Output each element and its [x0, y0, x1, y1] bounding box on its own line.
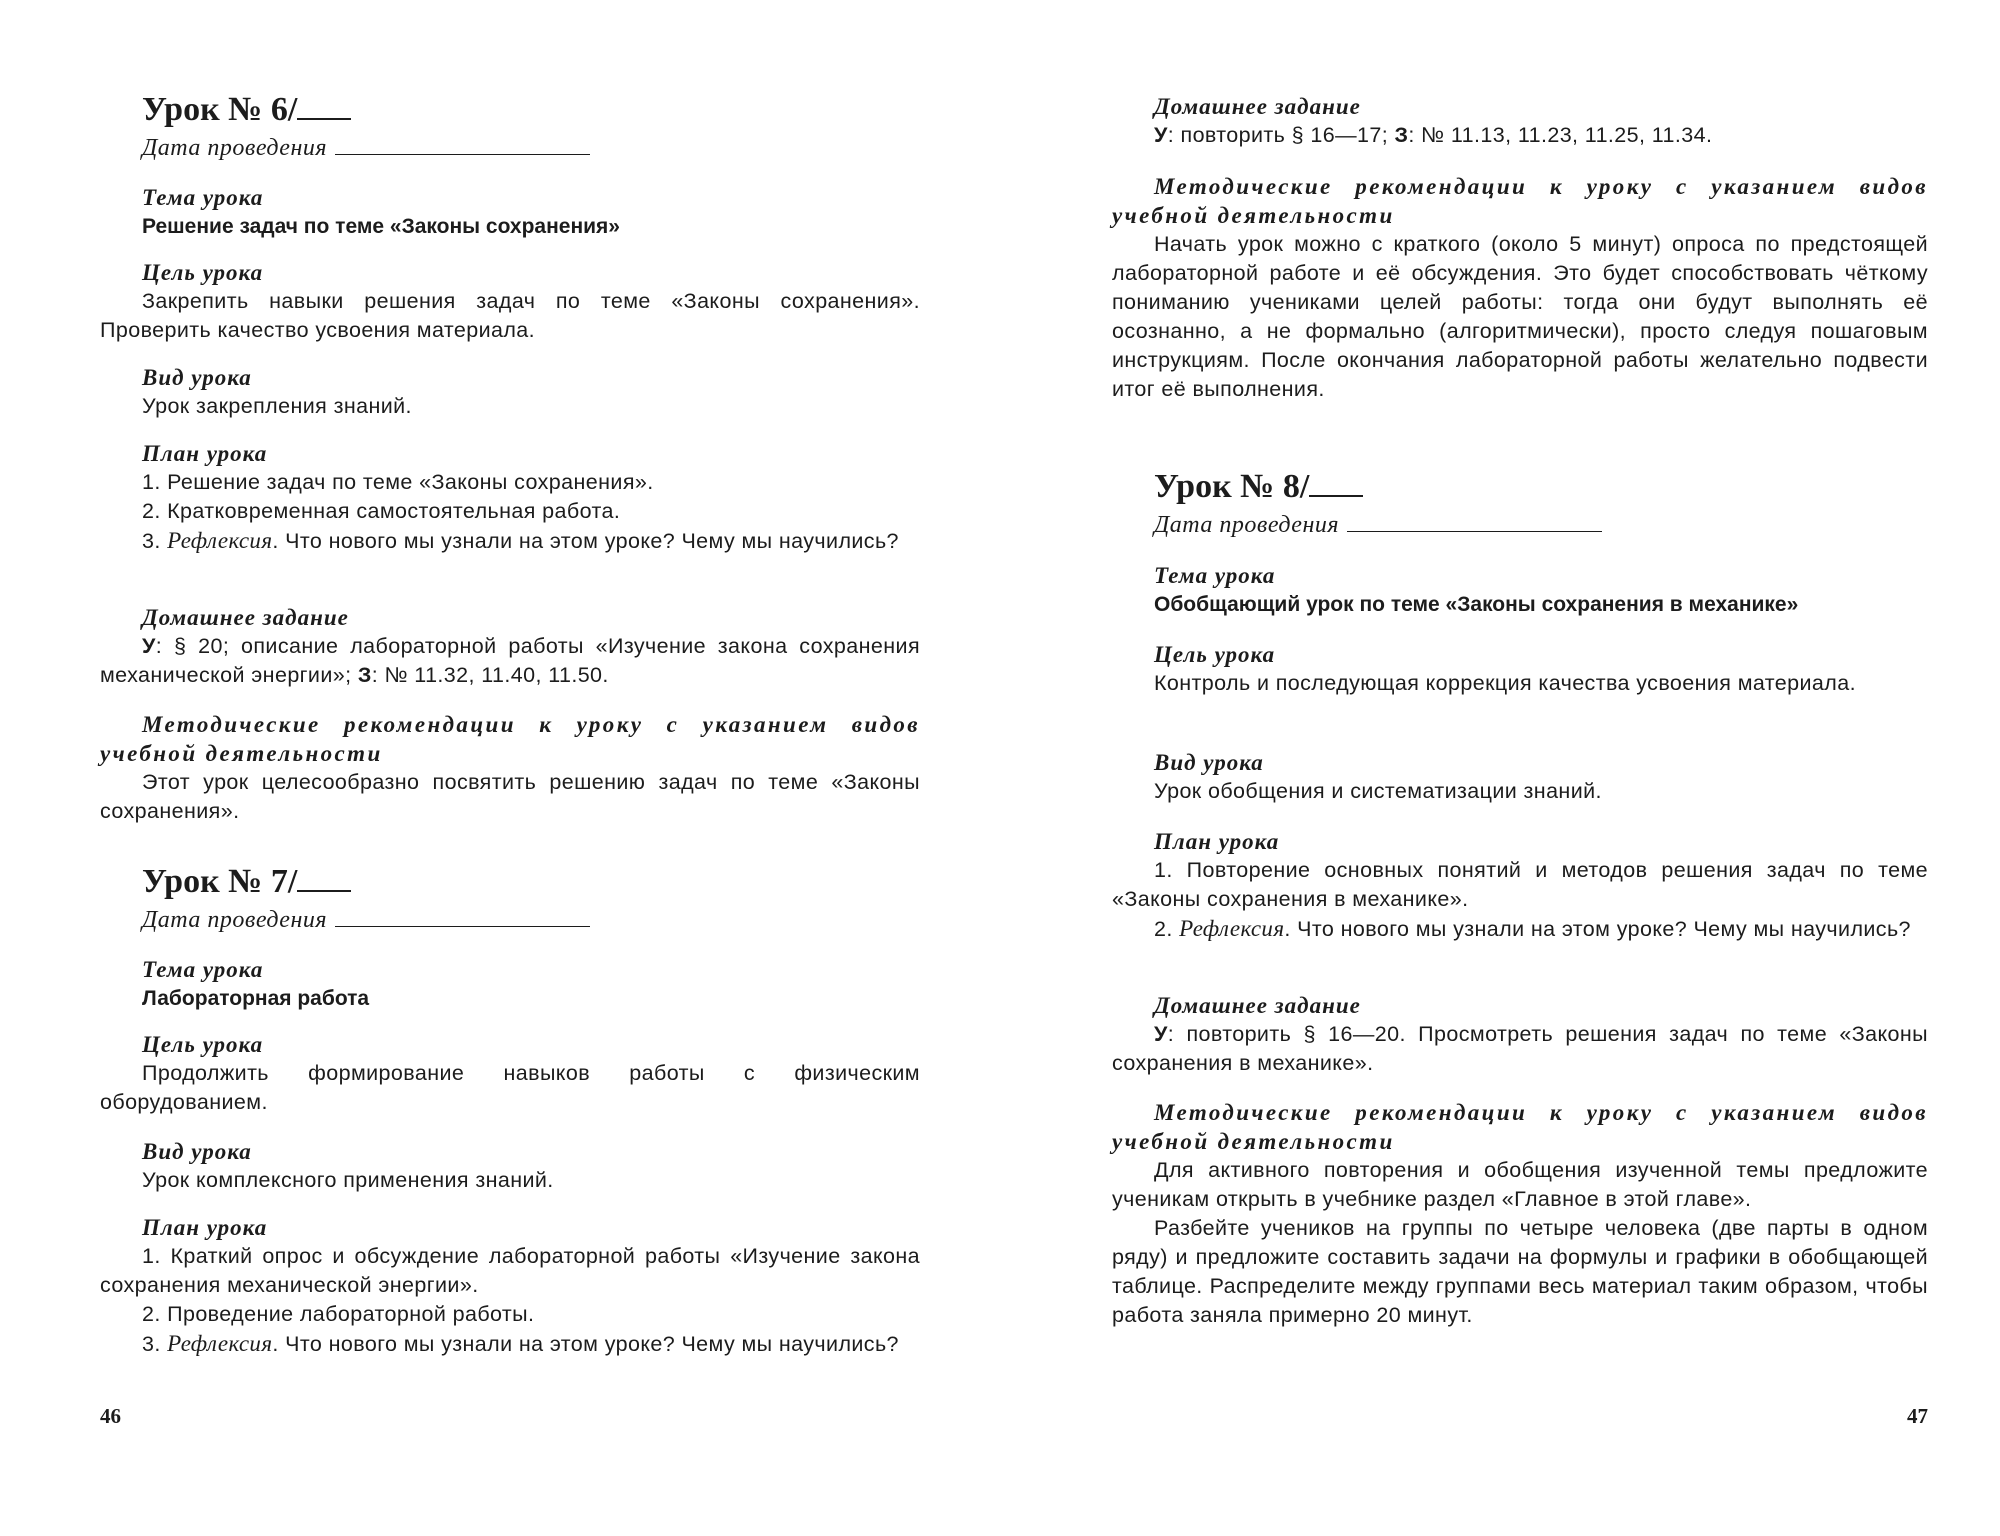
lesson6-type-heading: Вид урока — [142, 365, 252, 390]
lesson6-topic-heading: Тема урока — [142, 185, 264, 210]
lesson8-goal-section — [1112, 640, 1928, 698]
lesson6-topic: Решение задач по теме «Законы сохранения» — [142, 215, 620, 238]
lesson8-topic: Обобщающий урок по теме «Законы сохранения в механике» — [1154, 593, 1799, 616]
lesson8-method-heading: Методические рекомендации к уроку с указанием видов учебной деятельности — [1112, 1100, 1928, 1154]
lesson6-homework-text: У: § 20; описание лабораторной работы «Изучение закона сохранения механической энергии»; З: № 11.32, 11.40, 11.50. — [100, 634, 920, 687]
lesson6-plan-item-1: 1. Решение задач по теме «Законы сохранения». — [142, 470, 654, 494]
lesson7-type-heading: Вид урока — [142, 1139, 252, 1164]
lesson7-plan-section — [100, 1213, 920, 1359]
lesson6-plan-item-2: 2. Кратковременная самостоятельная работа. — [142, 499, 621, 523]
lesson6-method-section — [100, 710, 920, 826]
lesson6-plan-heading: План урока — [142, 441, 268, 466]
lesson6-date: Дата проведения — [142, 134, 920, 162]
lesson6-homework-heading: Домашнее задание — [142, 605, 349, 630]
lesson6-goal-text: Закрепить навыки решения задач по теме «Законы сохранения». Проверить качество усвоения материала. — [100, 289, 920, 342]
lesson6-title: Урок № 6/ — [142, 90, 920, 130]
lesson7-plan-item-3: 3. Рефлексия. Что нового мы узнали на этом уроке? Чему мы научились? — [142, 1331, 899, 1356]
page-number-right: 47 — [1907, 1404, 1928, 1428]
lesson6-plan-section — [100, 439, 920, 556]
lesson7-plan-heading: План урока — [142, 1215, 268, 1240]
lesson8-homework-text: У: повторить § 16—20. Просмотреть решения задач по теме «Законы сохранения в механике». — [1112, 1022, 1928, 1075]
lesson8-title: Урок № 8/ — [1154, 467, 1928, 507]
lesson6-homework-section — [100, 603, 920, 690]
lesson8-goal-text: Контроль и последующая коррекция качества усвоения материала. — [1154, 671, 1856, 695]
lesson8-plan-heading: План урока — [1154, 829, 1280, 854]
lesson8-type-section — [1112, 748, 1928, 806]
lesson7-method-section — [1112, 172, 1928, 404]
lesson8-topic-section — [1112, 561, 1928, 619]
lesson7-goal-heading: Цель урока — [142, 1032, 264, 1057]
lesson7-date: Дата проведения — [142, 906, 920, 934]
page-number-left: 46 — [100, 1404, 121, 1428]
lesson7-homework-section — [1112, 92, 1928, 150]
lesson8-goal-heading: Цель урока — [1154, 642, 1276, 667]
lesson6-type-section — [100, 363, 920, 421]
lesson6-goal-heading: Цель урока — [142, 260, 264, 285]
lesson8-type-heading: Вид урока — [1154, 750, 1264, 775]
lesson8-homework-section — [1112, 991, 1928, 1078]
lesson6-plan-item-3: 3. Рефлексия. Что нового мы узнали на этом уроке? Чему мы научились? — [142, 528, 899, 553]
lesson7-plan-item-2: 2. Проведение лабораторной работы. — [142, 1302, 535, 1326]
lesson6-type-text: Урок закрепления знаний. — [142, 394, 412, 418]
lesson8-topic-heading: Тема урока — [1154, 563, 1276, 588]
lesson8-plan-section — [1112, 827, 1928, 944]
lesson7-topic-heading: Тема урока — [142, 957, 264, 982]
lesson6-method-text: Этот урок целесообразно посвятить решению задач по теме «Законы сохранения». — [100, 770, 920, 823]
lesson6-goal-section — [100, 258, 920, 345]
lesson8-method-section — [1112, 1098, 1928, 1330]
lesson7-header — [100, 862, 920, 934]
lesson7-type-section — [100, 1137, 920, 1195]
lesson8-plan-item-2: 2. Рефлексия. Что нового мы узнали на этом уроке? Чему мы научились? — [1154, 916, 1911, 941]
lesson7-method-heading: Методические рекомендации к уроку с указанием видов учебной деятельности — [1112, 174, 1928, 228]
lesson8-plan-item-1: 1. Повторение основных понятий и методов решения задач по теме «Законы сохранения в механике». — [1112, 858, 1928, 911]
lesson8-header — [1112, 467, 1928, 539]
lesson6-topic-section — [100, 183, 920, 241]
lesson6-method-heading: Методические рекомендации к уроку с указанием видов учебной деятельности — [100, 712, 920, 766]
lesson8-date: Дата проведения — [1154, 511, 1928, 539]
lesson6-header — [100, 90, 920, 162]
lesson8-method-text-1: Для активного повторения и обобщения изученной темы предложите ученикам открыть в учебнике раздел «Главное в этой главе». — [1112, 1158, 1928, 1211]
lesson8-homework-heading: Домашнее задание — [1154, 993, 1361, 1018]
lesson7-goal-text: Продолжить формирование навыков работы с физическим оборудованием. — [100, 1061, 920, 1114]
lesson7-topic: Лабораторная работа — [142, 987, 370, 1010]
lesson7-plan-item-1: 1. Краткий опрос и обсуждение лабораторной работы «Изучение закона сохранения механической энергии». — [100, 1244, 920, 1297]
lesson8-type-text: Урок обобщения и систематизации знаний. — [1154, 779, 1602, 803]
lesson7-homework-heading: Домашнее задание — [1154, 94, 1361, 119]
lesson7-topic-section — [100, 955, 920, 1013]
lesson8-method-text-2: Разбейте учеников на группы по четыре человека (две парты в одном ряду) и предложите составить задачи на формулы и графики в обобщающей таблице. Распределите между группами весь материал таким образом, чтобы работа заняла примерно 20 минут. — [1112, 1216, 1928, 1327]
lesson7-type-text: Урок комплексного применения знаний. — [142, 1168, 554, 1192]
lesson7-homework-text: У: повторить § 16—17; З: № 11.13, 11.23, 11.25, 11.34. — [1154, 123, 1713, 147]
lesson7-method-text: Начать урок можно с краткого (около 5 минут) опроса по предстоящей лабораторной работе и её обсуждения. Это будет способствовать чёткому пониманию учениками целей работы: тогда они будут выполнять её осознанно, а не формально (алгоритмически), просто следуя пошаговым инструкциям. После окончания лабораторной работы желательно подвести итог её выполнения. — [1112, 232, 1928, 401]
lesson7-goal-section — [100, 1030, 920, 1117]
lesson7-title: Урок № 7/ — [142, 862, 920, 902]
